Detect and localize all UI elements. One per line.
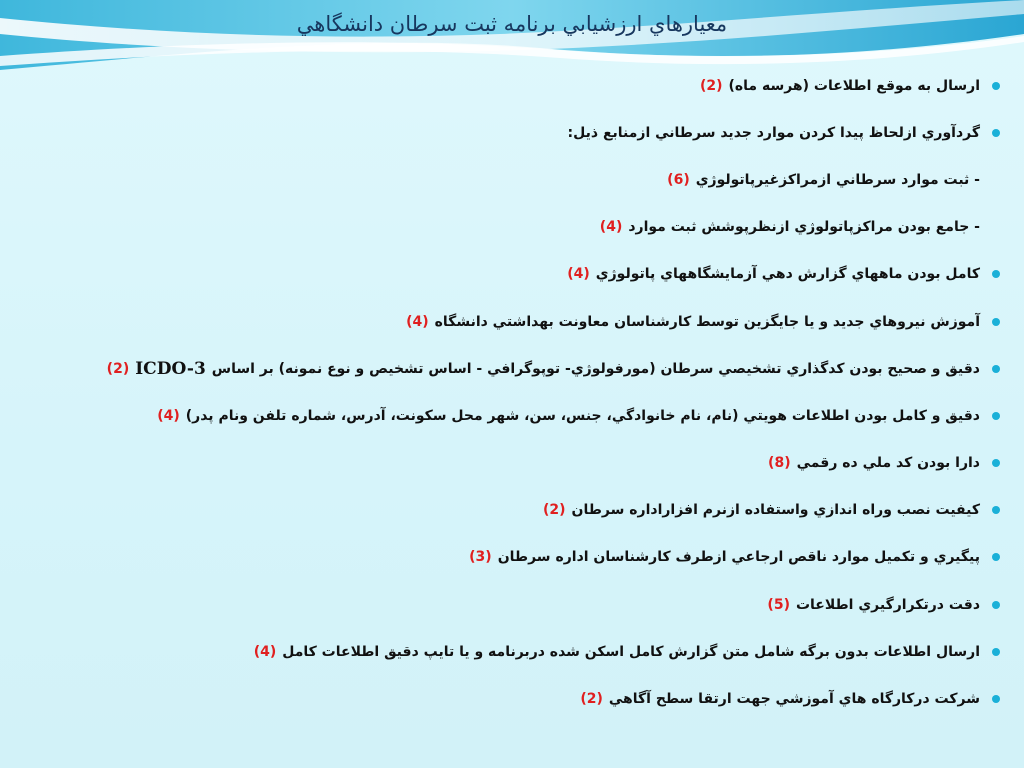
score-value: (2) bbox=[699, 77, 723, 94]
score-value: (5) bbox=[767, 596, 790, 613]
bullet-icon bbox=[992, 506, 1000, 514]
criteria-text: دارا بودن كد ملي ده رقمي bbox=[796, 455, 980, 472]
bullet-icon bbox=[992, 553, 1000, 561]
criteria-item bbox=[120, 628, 1000, 675]
criteria-item bbox=[120, 392, 1000, 439]
score-value: (6) bbox=[667, 171, 690, 188]
criteria-text: پيگيري و تكميل موارد ناقص ارجاعي ازطرف كارشناسان اداره سرطان bbox=[497, 549, 980, 566]
score-value: (2) bbox=[106, 360, 130, 377]
criteria-item bbox=[120, 487, 1000, 534]
score-value: (4) bbox=[406, 313, 429, 330]
score-value: (8) bbox=[768, 455, 791, 472]
bullet-icon bbox=[992, 365, 1000, 373]
bullet-icon bbox=[992, 601, 1000, 609]
score-value: (4) bbox=[157, 407, 180, 424]
criteria-text: - ثبت موارد سرطاني ازمراكزغيرپاتولوژي bbox=[695, 171, 980, 188]
criteria-item bbox=[120, 675, 1000, 722]
criteria-item bbox=[106, 345, 1000, 392]
score-value: (4) bbox=[253, 643, 277, 660]
criteria-text: ارسال اطلاعات بدون برگه شامل متن گزارش كامل اسكن شده دربرنامه و يا تايپ دقيق اطلاعات كامل bbox=[282, 643, 980, 660]
criteria-item bbox=[120, 534, 1000, 581]
criteria-item bbox=[120, 440, 1000, 487]
criteria-text: دقت درتكرارگيري اطلاعات bbox=[795, 596, 980, 613]
criteria-text: آموزش نيروهاي جديد و يا جايگزين توسط كارشناسان معاونت بهداشتي دانشگاه bbox=[434, 313, 980, 330]
bullet-icon bbox=[992, 695, 1000, 703]
criteria-text: شركت دركارگاه هاي آموزشي جهت ارتقا سطح آگاهي bbox=[608, 691, 980, 708]
score-value: (3) bbox=[469, 549, 492, 566]
criteria-text: كامل بودن ماههاي گزارش دهي آزمايشگاههاي پاتولوژي bbox=[595, 266, 980, 283]
bullet-icon bbox=[992, 412, 1000, 420]
criteria-text: - جامع بودن مراكزپاتولوژي ازنظرپوشش ثبت موارد bbox=[628, 219, 980, 236]
score-value: (2) bbox=[542, 502, 566, 519]
criteria-item bbox=[120, 62, 1000, 109]
criteria-item bbox=[120, 251, 1000, 298]
criteria-item bbox=[120, 298, 1000, 345]
bullet-icon bbox=[992, 648, 1000, 656]
classification-code: ICDO-3 bbox=[135, 358, 206, 379]
score-value: (4) bbox=[567, 266, 590, 283]
sub-criteria-item bbox=[120, 204, 1000, 251]
criteria-text: دقيق و كامل بودن اطلاعات هويتي (نام، نام خانوادگي، جنس، سن، شهر محل سكونت، آدرس، شماره تلفن ونام پدر) bbox=[185, 407, 980, 424]
criteria-text: كيفيت نصب وراه اندازي واستفاده ازنرم افزاراداره سرطان bbox=[571, 502, 980, 519]
bullet-icon bbox=[992, 129, 1000, 137]
criteria-list bbox=[106, 62, 1000, 723]
bullet-icon bbox=[992, 318, 1000, 326]
sub-criteria-item bbox=[120, 156, 1000, 203]
bullet-icon bbox=[992, 459, 1000, 467]
slide-title: معيارهاي ارزشيابي برنامه ثبت سرطان دانشگاهي bbox=[296, 12, 728, 36]
criteria-item bbox=[120, 109, 1000, 156]
score-value: (2) bbox=[580, 691, 603, 708]
criteria-text: ارسال به موقع اطلاعات (هرسه ماه) bbox=[728, 77, 980, 94]
score-value: (4) bbox=[599, 219, 623, 236]
bullet-icon bbox=[992, 270, 1000, 278]
bullet-icon bbox=[992, 82, 1000, 90]
criteria-text: گردآوري ازلحاظ پيدا كردن موارد جديد سرطاني ازمنابع ذيل: bbox=[567, 124, 980, 141]
criteria-item bbox=[120, 581, 1000, 628]
criteria-text: دقيق و صحيح بودن كدگذاري تشخيصي سرطان (مورفولوژي- توپوگرافي - اساس تشخيص و نوع نمونه) بر اساس bbox=[211, 360, 980, 377]
